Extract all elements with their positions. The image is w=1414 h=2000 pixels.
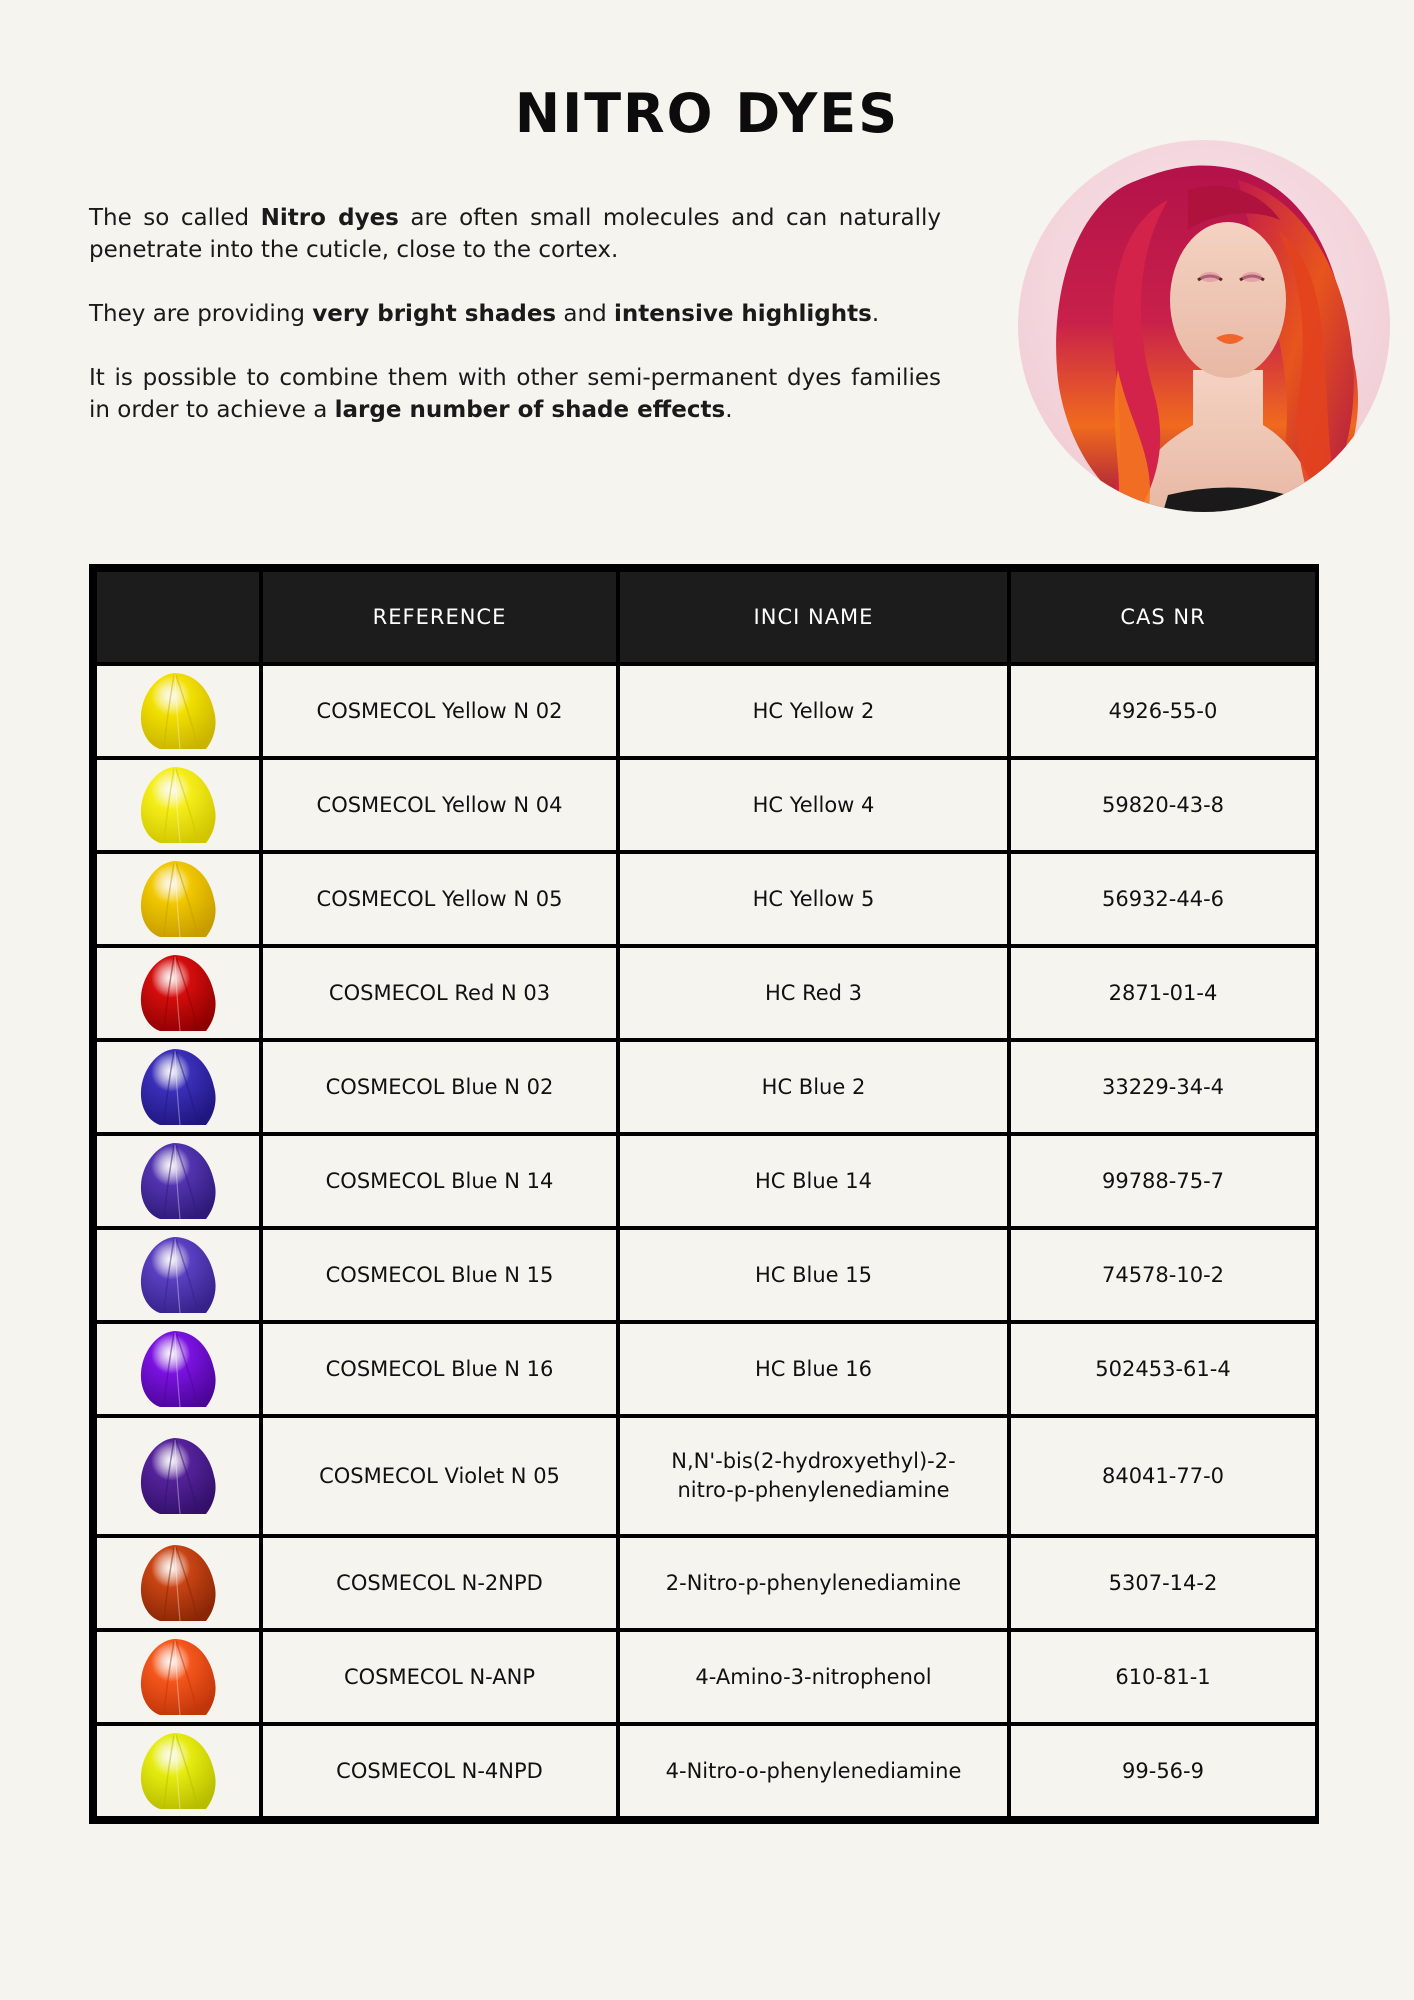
inci-name-cell: 2-Nitro-p-phenylenediamine <box>618 1536 1009 1630</box>
table-row <box>95 1536 1317 1630</box>
cas-nr-cell: 33229-34-4 <box>1009 1040 1317 1134</box>
table-row <box>95 664 1317 758</box>
reference-cell: COSMECOL Blue N 15 <box>261 1228 618 1322</box>
swatch-cell <box>95 664 261 758</box>
hair-swatch-icon <box>136 669 220 753</box>
hair-swatch-icon <box>136 1434 220 1518</box>
cas-nr-cell: 59820-43-8 <box>1009 758 1317 852</box>
swatch-cell <box>95 946 261 1040</box>
cas-nr-cell: 99-56-9 <box>1009 1724 1317 1818</box>
swatch-cell <box>95 1630 261 1724</box>
header-swatch <box>95 570 261 664</box>
table-body <box>95 664 1317 1818</box>
hair-swatch-icon <box>136 1541 220 1625</box>
model-portrait-image <box>1018 140 1390 512</box>
intro-paragraph-3 <box>89 362 941 426</box>
dyes-table-grid <box>93 568 1319 1820</box>
table-row <box>95 1134 1317 1228</box>
hair-swatch-icon <box>136 1233 220 1317</box>
hair-swatch-icon <box>136 951 220 1035</box>
intro-text-span: They are providing <box>89 301 313 327</box>
hair-swatch-icon <box>136 1327 220 1411</box>
page-title: NITRO DYES <box>514 82 900 145</box>
table-row <box>95 1228 1317 1322</box>
reference-cell: COSMECOL Yellow N 04 <box>261 758 618 852</box>
reference-cell: COSMECOL N-2NPD <box>261 1536 618 1630</box>
intro-text-span: . <box>871 301 880 327</box>
hair-swatch-icon <box>136 1635 220 1719</box>
intro-highlight: very bright shades <box>312 301 557 327</box>
table-row <box>95 1040 1317 1134</box>
cas-nr-cell: 56932-44-6 <box>1009 852 1317 946</box>
swatch-cell <box>95 1724 261 1818</box>
intro-text-span: The so called <box>89 205 261 231</box>
inci-name-cell: HC Yellow 2 <box>618 664 1009 758</box>
reference-cell: COSMECOL N-ANP <box>261 1630 618 1724</box>
swatch-cell <box>95 1228 261 1322</box>
hair-swatch-icon <box>136 1729 220 1813</box>
intro-highlight: large number of shade effects <box>334 397 726 423</box>
intro-highlight: intensive highlights <box>614 301 872 327</box>
hair-swatch-icon <box>136 1139 220 1223</box>
hair-swatch-icon <box>136 1045 220 1129</box>
swatch-cell <box>95 1536 261 1630</box>
table-header-row <box>95 570 1317 664</box>
header-inci-name: INCI NAME <box>618 570 1009 664</box>
header-reference: REFERENCE <box>261 570 618 664</box>
hair-swatch-icon <box>136 857 220 941</box>
inci-name-cell: HC Blue 14 <box>618 1134 1009 1228</box>
table-row <box>95 758 1317 852</box>
inci-name-cell: 4-Amino-3-nitrophenol <box>618 1630 1009 1724</box>
intro-paragraph-2 <box>89 298 941 330</box>
inci-name-cell: HC Blue 2 <box>618 1040 1009 1134</box>
swatch-cell <box>95 1134 261 1228</box>
cas-nr-cell: 610-81-1 <box>1009 1630 1317 1724</box>
intro-paragraph-1 <box>89 202 941 266</box>
hair-swatch-icon <box>136 763 220 847</box>
intro-text-span: and <box>556 301 615 327</box>
table-row <box>95 1724 1317 1818</box>
cas-nr-cell: 99788-75-7 <box>1009 1134 1317 1228</box>
cas-nr-cell: 84041-77-0 <box>1009 1416 1317 1536</box>
table-row <box>95 946 1317 1040</box>
cas-nr-cell: 5307-14-2 <box>1009 1536 1317 1630</box>
dyes-table <box>89 564 1319 1824</box>
inci-name-cell: HC Blue 15 <box>618 1228 1009 1322</box>
swatch-cell <box>95 1040 261 1134</box>
cas-nr-cell: 2871-01-4 <box>1009 946 1317 1040</box>
reference-cell: COSMECOL Blue N 14 <box>261 1134 618 1228</box>
inci-name-cell: HC Yellow 4 <box>618 758 1009 852</box>
table-row <box>95 1416 1317 1536</box>
inci-name-cell: HC Red 3 <box>618 946 1009 1040</box>
reference-cell: COSMECOL Red N 03 <box>261 946 618 1040</box>
swatch-cell <box>95 758 261 852</box>
inci-name-cell: HC Yellow 5 <box>618 852 1009 946</box>
swatch-cell <box>95 852 261 946</box>
reference-cell: COSMECOL Yellow N 02 <box>261 664 618 758</box>
inci-name-cell: N,N'-bis(2-hydroxyethyl)-2-nitro-p-phenylenediamine <box>618 1416 1009 1536</box>
cas-nr-cell: 4926-55-0 <box>1009 664 1317 758</box>
reference-cell: COSMECOL Violet N 05 <box>261 1416 618 1536</box>
reference-cell: COSMECOL Yellow N 05 <box>261 852 618 946</box>
table-row <box>95 1322 1317 1416</box>
swatch-cell <box>95 1416 261 1536</box>
intro-text <box>89 202 941 426</box>
reference-cell: COSMECOL Blue N 16 <box>261 1322 618 1416</box>
cas-nr-cell: 502453-61-4 <box>1009 1322 1317 1416</box>
swatch-cell <box>95 1322 261 1416</box>
intro-highlight: Nitro dyes <box>260 205 399 231</box>
intro-text-span: . <box>725 397 733 423</box>
portrait-illustration <box>1018 140 1390 512</box>
table-row <box>95 1630 1317 1724</box>
inci-name-cell: HC Blue 16 <box>618 1322 1009 1416</box>
header-cas-nr: CAS NR <box>1009 570 1317 664</box>
reference-cell: COSMECOL N-4NPD <box>261 1724 618 1818</box>
intro-text-span: are often small molecules and can naturally penetrate into the cuticle, close to the cortex. <box>89 205 941 263</box>
table-row <box>95 852 1317 946</box>
inci-name-cell: 4-Nitro-o-phenylenediamine <box>618 1724 1009 1818</box>
intro-text-span: It is possible to combine them with other semi-permanent dyes families in order to achieve a <box>89 365 941 423</box>
cas-nr-cell: 74578-10-2 <box>1009 1228 1317 1322</box>
reference-cell: COSMECOL Blue N 02 <box>261 1040 618 1134</box>
